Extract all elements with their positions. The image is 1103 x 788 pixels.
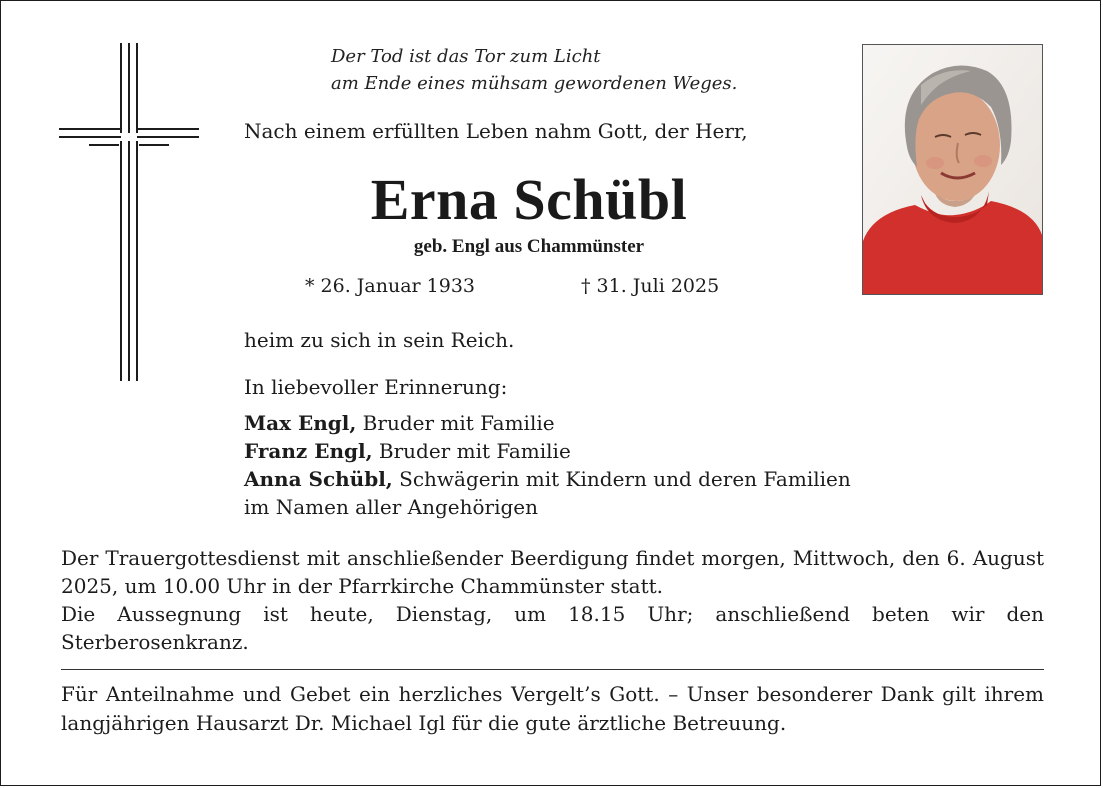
cross-icon <box>59 43 199 383</box>
mourner-name: Anna Schübl, <box>244 467 393 491</box>
mourner-name: Franz Engl, <box>244 439 373 463</box>
quote-line-1: Der Tod ist das Tor zum Licht <box>331 46 601 67</box>
intro-text: Nach einem erfüllten Leben nahm Gott, der Herr, <box>244 119 748 143</box>
service-info <box>61 544 1044 656</box>
deceased-name: Erna Schübl <box>370 167 688 232</box>
birth-date: * 26. Januar 1933 <box>305 275 476 297</box>
mourner-relation: Schwägerin mit Kindern und deren Familien <box>392 467 851 491</box>
mourners-list <box>244 409 851 521</box>
death-date: † 31. Juli 2025 <box>581 275 720 297</box>
portrait-illustration <box>863 45 1042 294</box>
thanks-text: Für Anteilnahme und Gebet ein herzliches Vergelt’s Gott. – Unser besonderer Dank gilt ihrem langjährigen Hausarzt Dr. Michael Igl für die gute ärztliche Betreuung. <box>61 682 1044 735</box>
thanks-section <box>61 680 1044 738</box>
memory-heading: In liebevoller Erinnerung: <box>244 375 508 399</box>
mourner-entry <box>244 409 851 437</box>
mourner-name: Max Engl, <box>244 411 357 435</box>
maiden-name: geb. Engl aus Chammünster <box>413 236 645 257</box>
epitaph-quote <box>331 43 737 97</box>
mourner-entry <box>244 437 851 465</box>
mourner-entry <box>244 465 851 493</box>
mourners-footer: im Namen aller Angehörigen <box>244 495 539 519</box>
quote-line-2: am Ende eines mühsam gewordenen Weges. <box>331 73 738 94</box>
mourner-relation: Bruder mit Familie <box>372 439 571 463</box>
funeral-service-text: Der Trauergottesdienst mit anschließender Beerdigung findet morgen, Mittwoch, den 6. August 2025, um 10.00 Uhr in der Pfarrkirche Chammünster statt. <box>61 546 1044 598</box>
divider <box>61 669 1044 670</box>
blessing-text: Die Aussegnung ist heute, Dienstag, um 18.15 Uhr; anschließend beten wir den Sterberosenkranz. <box>61 602 1044 654</box>
closing-text: heim zu sich in sein Reich. <box>244 328 515 352</box>
portrait-photo <box>862 44 1043 295</box>
mourner-relation: Bruder mit Familie <box>356 411 555 435</box>
